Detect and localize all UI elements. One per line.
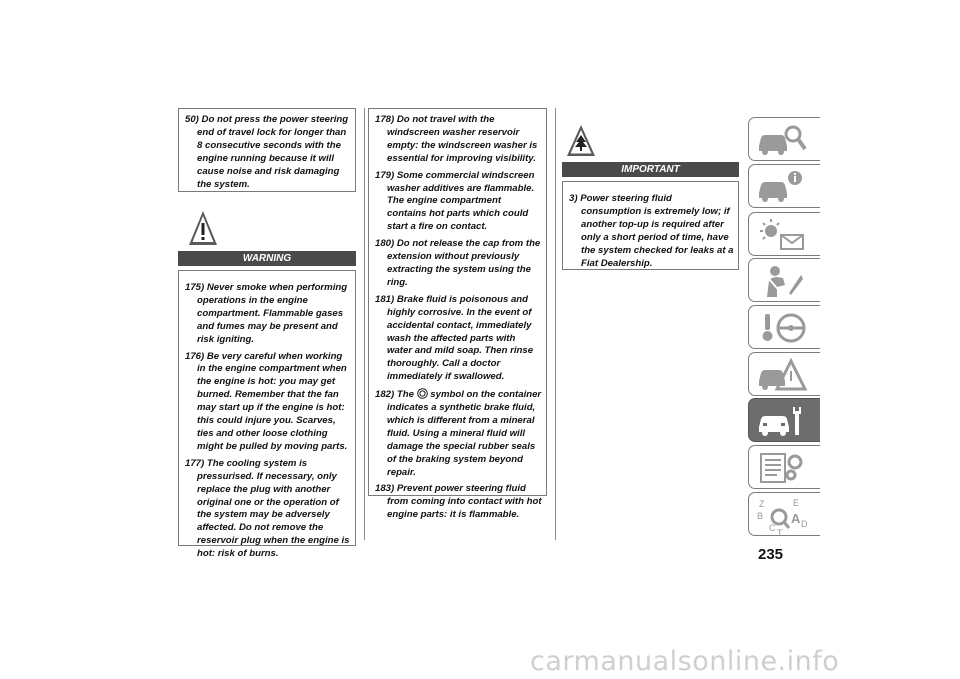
sidebar-item-servicing-care[interactable] (748, 398, 820, 442)
car-magnifier-icon (755, 122, 811, 158)
sidebar-item-getting-to-know-car[interactable] (748, 117, 820, 161)
warning-banner: WARNING (178, 251, 356, 266)
page-number: 235 (758, 546, 784, 563)
important-icon (566, 124, 596, 157)
middle-warning-box (368, 108, 547, 521)
svg-text:Z: Z (759, 499, 765, 509)
important-note-3: 3) Power steering fluid consumption is extremely low; if another top-up is required after only a short period of time, have the system checked for leaks at a Fiat Dealership. (569, 193, 734, 269)
svg-text:C: C (769, 523, 776, 533)
warning-183: 183) Prevent power steering fluid from coming into contact with hot engine parts: it is flammable. (375, 483, 542, 521)
warning-181: 181) Brake fluid is poisonous and highly corrosive. In the event of accidental contact, immediately wash the affected parts with water and mild soap. Then rinse thoroughly. Call a doctor immediately if swallowed. (375, 293, 534, 383)
warning-179: 179) Some commercial windscreen washer additives are flammable. The engine compartment contains hot parts which could start a fire on contact. (375, 169, 535, 233)
svg-text:A: A (791, 511, 801, 526)
sidebar-item-index[interactable] (748, 492, 820, 536)
warning-180: 180) Do not release the cap from the extension without previously extracting the system using the ring. (375, 238, 541, 288)
brake-fluid-symbol-icon (417, 388, 428, 399)
note-50: 50) Do not press the power steering end of travel lock for longer than 8 consecutive seconds with the engine running because it will cause noise and risk damaging the system. (185, 114, 349, 190)
sidebar-item-emergency[interactable] (748, 352, 820, 396)
warning-176: 176) Be very careful when working in the engine compartment when the engine is hot: you may get burned. Remember that the fan may start up if the engine is hot: this could injure you. Scarves, ties and other loose clothing might be pulled by moving parts. (185, 350, 348, 452)
warning-182-suffix: symbol on the container indicates a synthetic brake fluid, which is different from a mineral fluid. Using a mineral fluid will damage the special rubber seals of the braking system beyond repair. (387, 389, 542, 478)
warning-178: 178) Do not travel with the windscreen washer reservoir empty: the windscreen washer is essential for improving visibility. (375, 114, 538, 164)
sidebar-item-technical-data[interactable] (748, 445, 820, 489)
warning-182 (375, 388, 542, 479)
svg-text:T: T (777, 528, 783, 537)
car-warning-triangle-icon (755, 357, 811, 393)
important-banner: IMPORTANT (562, 162, 739, 177)
car-wrench-icon (755, 403, 811, 439)
warning-177: 177) The cooling system is pressurised. If necessary, only replace the plug with another original one or the operation of the system may be adversely affected. Do not remove the reservoir plug when the engine is hot: risk of burns. (185, 457, 350, 560)
top-note-box (178, 108, 356, 192)
list-gears-icon (755, 450, 811, 486)
person-seatbelt-icon (755, 263, 811, 299)
warning-icon (188, 210, 218, 246)
warning-175: 175) Never smoke when performing operations in the engine compartment. Flammable gases and fumes may be present and risk igniting. (185, 282, 348, 345)
warning-box (178, 270, 356, 560)
key-steering-wheel-icon (755, 310, 811, 346)
important-box (562, 181, 739, 270)
svg-text:B: B (757, 511, 764, 521)
alphabet-index-icon (755, 497, 811, 537)
column-divider-left (364, 108, 365, 540)
sidebar-item-info[interactable] (748, 164, 820, 208)
sidebar-item-warning-lights[interactable] (748, 212, 820, 256)
svg-text:D: D (801, 519, 808, 529)
watermark: carmanualsonline.info (530, 646, 840, 677)
sidebar-item-starting-driving[interactable] (748, 305, 820, 349)
car-info-icon (755, 169, 811, 205)
warning-182-prefix: 182) The (375, 389, 414, 401)
sidebar-item-safety[interactable] (748, 258, 820, 302)
column-divider-right (555, 108, 556, 540)
warning-light-envelope-icon (755, 217, 811, 253)
svg-text:E: E (793, 498, 800, 508)
